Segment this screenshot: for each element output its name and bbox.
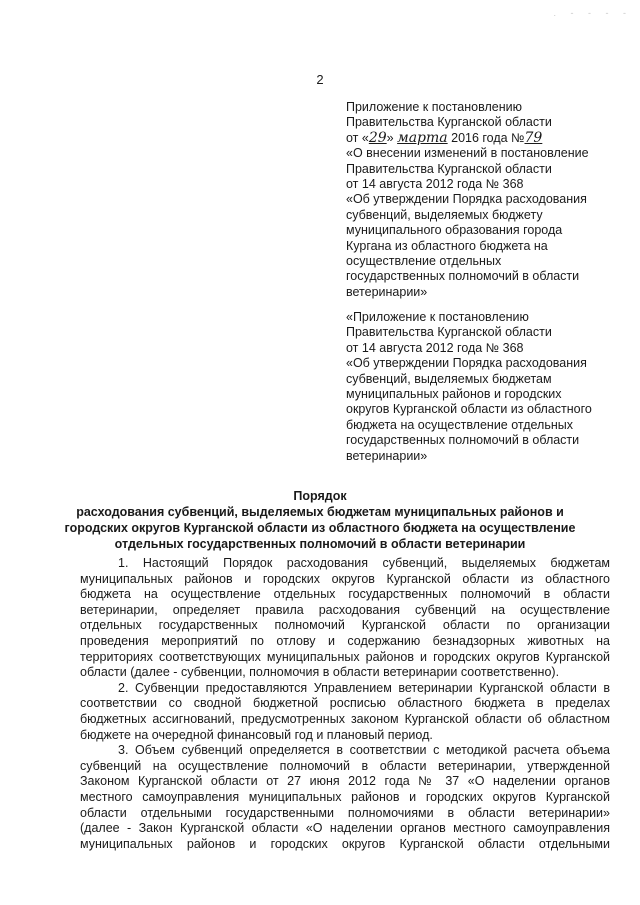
title-line: отдельных государственных полномочий в области ветеринарии (114, 537, 526, 551)
paragraph-3-line: 3. Объем субвенций определяется в соответствии с методикой расчета объема (118, 743, 610, 758)
appendix-line: ветеринарии» (346, 284, 428, 299)
appendix-line: Кургана из областного бюджета на (346, 238, 548, 253)
document-title (60, 488, 580, 552)
appendix-date-line (346, 131, 616, 146)
previous-appendix-line: «Об утверждении Порядка расходования (346, 356, 587, 371)
paragraph-1-line: ветеринарии, определяет правила расходования субвенций на осуществление (80, 602, 610, 617)
appendix-line: субвенций, выделяемых бюджету (346, 207, 543, 222)
date-year: 2016 года № (447, 130, 525, 145)
paragraph-3-line: (далее - Закон Курганской области «О наделении органов местного самоуправления (80, 821, 610, 836)
paragraph-1-line: бюджета на осуществление отдельных государственных полномочий в области (80, 587, 610, 602)
paragraph-3-line: области отдельными государственными полномочиями в области ветеринарии» (80, 805, 610, 820)
appendix-line: государственных полномочий в области (346, 269, 580, 284)
previous-appendix-line: от 14 августа 2012 года № 368 (346, 340, 524, 355)
previous-appendix-header (346, 310, 616, 464)
appendix-line: муниципального образования города (346, 223, 563, 238)
previous-appendix-line: ветеринарии» (346, 448, 428, 463)
appendix-line: «О внесении изменений в постановление (346, 146, 589, 161)
previous-appendix-line: Правительства Курганской области (346, 325, 552, 340)
appendix-line: Правительства Курганской области (346, 115, 552, 130)
previous-appendix-line: «Приложение к постановлению (346, 310, 529, 324)
appendix-line: «Об утверждении Порядка расходования (346, 192, 587, 207)
date-prefix: от « (346, 130, 369, 145)
paragraph-3-line: субвенций на осуществление полномочий в области ветеринарии, утвержденной (80, 758, 610, 773)
paragraph-1-line: территориях соответствующих муниципальных районов и городских округов Курганской (80, 649, 610, 664)
previous-appendix-line: округов Курганской области из областного (346, 402, 592, 417)
paragraph-2-line: соответствии со сводной бюджетной росписью областного бюджета в пределах (80, 696, 610, 711)
previous-appendix-line: муниципальных районов и городских (346, 387, 562, 402)
paragraph-1-line: отдельных государственных полномочий Курганской области по организации (80, 618, 610, 633)
previous-appendix-line: государственных полномочий в области (346, 433, 580, 448)
paragraph-1-line: области (далее - субвенции, полномочия в области ветеринарии соответственно). (80, 665, 560, 680)
title-line: Порядок (293, 489, 347, 503)
appendix-line: Правительства Курганской области (346, 161, 552, 176)
appendix-line: Приложение к постановлению (346, 100, 522, 114)
paragraph-1-line: муниципальных районов и городских округов Курганской области из областного (80, 571, 610, 586)
appendix-header (346, 100, 616, 300)
previous-appendix-line: субвенций, выделяемых бюджетам (346, 371, 552, 386)
paragraph-2-line: бюджетных ассигнований, предусмотренных законом Курганской области об областном (80, 711, 610, 726)
paragraph-3-line: местного самоуправления муниципальных районов и городских округов Курганской (80, 789, 610, 804)
appendix-line: осуществление отдельных (346, 254, 502, 269)
page-number: 2 (316, 72, 324, 87)
handwritten-number: 79 (524, 129, 543, 146)
paragraph-2-line: бюджете на очередной финансовый год и плановый период. (80, 727, 433, 742)
previous-appendix-line: бюджета на осуществление отдельных (346, 417, 573, 432)
paragraph-1-line: 1. Настоящий Порядок расходования субвенций, выделяемых бюджетам (118, 556, 610, 570)
paragraph-1-line: проведения мероприятий по отлову и содержанию безнадзорных животных на (80, 633, 610, 648)
handwritten-day: 29 (368, 129, 387, 146)
paragraph-3-line: муниципальных районов и городских округов Курганской области отдельными (80, 836, 610, 851)
appendix-line: от 14 августа 2012 года № 368 (346, 177, 524, 192)
paragraph-2-line: 2. Субвенции предоставляются Управлением ветеринарии Курганской области в (118, 680, 610, 695)
date-mid: » (386, 130, 398, 145)
title-line: расходования субвенций, выделяемых бюджетам муниципальных районов и (76, 505, 564, 519)
handwritten-month: марта (397, 129, 448, 146)
title-line: городских округов Курганской области из областного бюджета на осуществление (64, 521, 576, 535)
document-body (80, 556, 610, 852)
scan-marks: . - - - - (553, 8, 632, 18)
paragraph-3-line: Законом Курганской области от 27 июня 2012 года № 37 «О наделении органов (80, 774, 610, 789)
